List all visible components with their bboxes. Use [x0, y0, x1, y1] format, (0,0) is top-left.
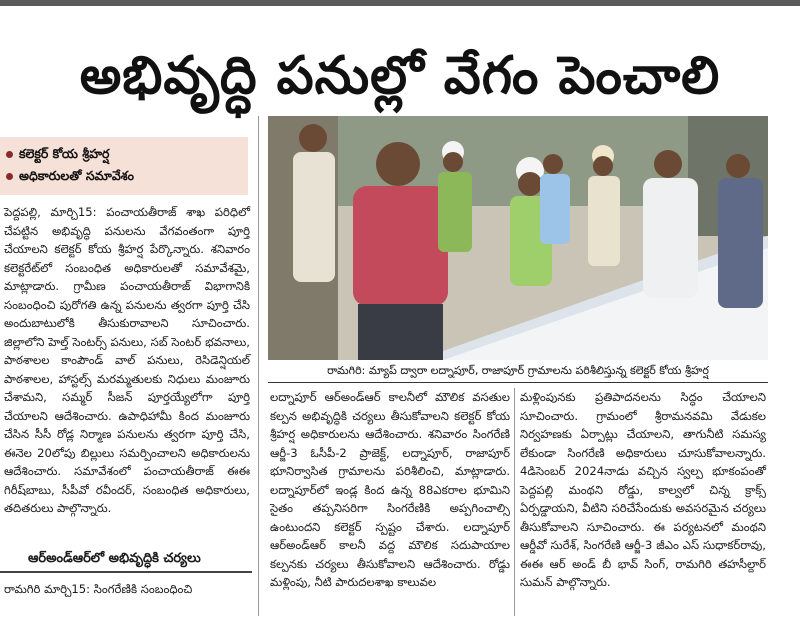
article2-opening-text: రామగిరి మార్చి15: సింగరేణికి సంబంధించి — [4, 582, 193, 596]
article2-body-part1: లద్నాపూర్ ఆర్అండ్ఆర్ కాలనీలో మౌలిక వసతుల కల్పన అభివృద్ధికి చర్యలు తీసుకోవాలని కలెక్టర్ కోయ శ్రీహర్ష అధికారులను ఆదేశించారు. శనివారం సింగరేణి ఆర్జీ-3 ఓసీపీ-2 ప్రాజెక్ట్, లద్నాపూర్, రాజాపూర్ భూనిర్వాసిత గ్రామాలను పరిశీలించి, మాట్లాడారు. లద్నాపూర్‌లో ఇండ్ల కింద ఉన్న 88ఎకరాల భూమిని సైతం తప్పనిసరిగా సింగరేణికి అప్పగించాల్సి ఉంటుందని కలెక్టర్ స్పష్టం చేశారు. లద్నాపూర్ ఆర్అండ్ఆర్ కాలనీ వద్ద మౌలిక సదుపాయాల కల్పనకు చర్యలు తీసుకోవాలని ఆదేశించారు. రోడ్డు మళ్లింపు, నీటి పారుదలశాఖ కాలువల — [270, 390, 510, 589]
highlights-box — [0, 137, 248, 195]
highlight-item — [6, 143, 248, 165]
photo-illustration — [268, 116, 768, 360]
top-bar — [0, 0, 800, 6]
highlight-text: కలెక్టర్ కోయ శ్రీహర్ష — [19, 146, 110, 161]
column-divider — [514, 388, 515, 616]
article-column-3 — [520, 388, 766, 592]
column-divider — [258, 116, 259, 616]
photo-caption: రామగిరి: మ్యాప్ ద్వారా లద్నాపూర్, రాజాపూర్ గ్రామాలను పరిశీలిస్తున్న కలెక్టర్ కోయ శ్రీహర్ష — [268, 360, 768, 383]
highlight-item — [6, 165, 248, 187]
highlight-text: అధికారులతో సమావేశం — [19, 168, 134, 183]
article2-body-part2: మళ్లింపునకు ప్రతిపాదనలను సిద్ధం చేయాలని సూచించారు. గ్రామంలో శ్రీరామనవమి వేడుకల నిర్వహణకు ఏర్పాట్లు చేయాలని, తాగునీటి సమస్య లేకుండా సింగరేణి అధికారులు చూసుకోవాలన్నారు. 4డిసెంబర్ 2024నాడు వచ్చిన స్వల్ప భూకంపంతో పెద్దపల్లి మంథని రోడ్డు, కాల్వలో చిన్న క్రాక్స్ ఏర్పడ్డాయని, వీటిని సరిచేసేందుకు అవసరమైన చర్యలు తీసుకోవాలని సూచించారు. ఈ పర్యటనలో మంథని ఆర్డీవో సురేశ్, సింగరేణి ఆర్జీ-3 జీఎం ఎస్ సుధాకర్‌రావు, ఈఈ ఆర్ అండ్ బీ భావ్ సింగ్, రామగిరి తహసీల్దార్ సుమన్ పాల్గొన్నారు. — [520, 390, 766, 589]
bullet-icon — [6, 173, 13, 180]
headline: అభివృద్ధి పనుల్లో వేగం పెంచాలి — [79, 46, 721, 106]
news-photo — [268, 116, 768, 360]
article-body: పెద్దపల్లి, మార్చి15: పంచాయతీరాజ్ శాఖ పరిధిలో చేపట్టిన అభివృద్ధి పనులను వేగవంతంగా పూర్తి చేయాలని కలెక్టర్ కోయ శ్రీహర్ష పేర్కొన్నారు. శనివారం కలెక్టరేట్‌లో సంబంధిత అధికారులతో సమావేశమై, మాట్లాడారు. గ్రామీణ పంచాయతీరాజ్ విభాగానికి సంబంధించి పురోగతి ఉన్న పనులను త్వరగా పూర్తి చేసి అందుబాటులోకి తీసుకురావాలని సూచించారు. జిల్లాలోని హెల్త్ సెంటర్స్ పనులు, సబ్ సెంటర్ భవనాలు, పాఠశాలల కాంపౌండ్ వాల్ పనులు, రెసిడెన్షియల్ పాఠశాలల, హాస్టల్స్ మరమ్మతులకు నిధులు మంజూరు చేశామని, సమ్మర్ సీజన్ పూర్తయ్యేలోగా పూర్తి చేయాలని ఆదేశించారు. ఉపాధిహామీ కింద మంజూరు చేసిన సీసీ రోడ్ల నిర్మాణ పనులను త్వరగా పూర్తి చేసి, ఈనెల 20లోపు బిల్లులు సమర్పించాలని అధికారులను ఆదేశించారు. సమావేశంలో పంచాయతీరాజ్ ఈఈ గిరీష్‌బాబు, సీపీవో రవీందర్, సంబంధిత అధికారులు, తదితరులు పాల్గొన్నారు. — [4, 205, 250, 515]
article2-opening — [4, 580, 250, 599]
article-column-1 — [4, 203, 250, 518]
bullet-icon — [6, 151, 13, 158]
article-column-2 — [270, 388, 510, 592]
subheading: ఆర్అండ్ఆర్‌లో అభివృద్ధికి చర్యలు — [0, 545, 252, 573]
